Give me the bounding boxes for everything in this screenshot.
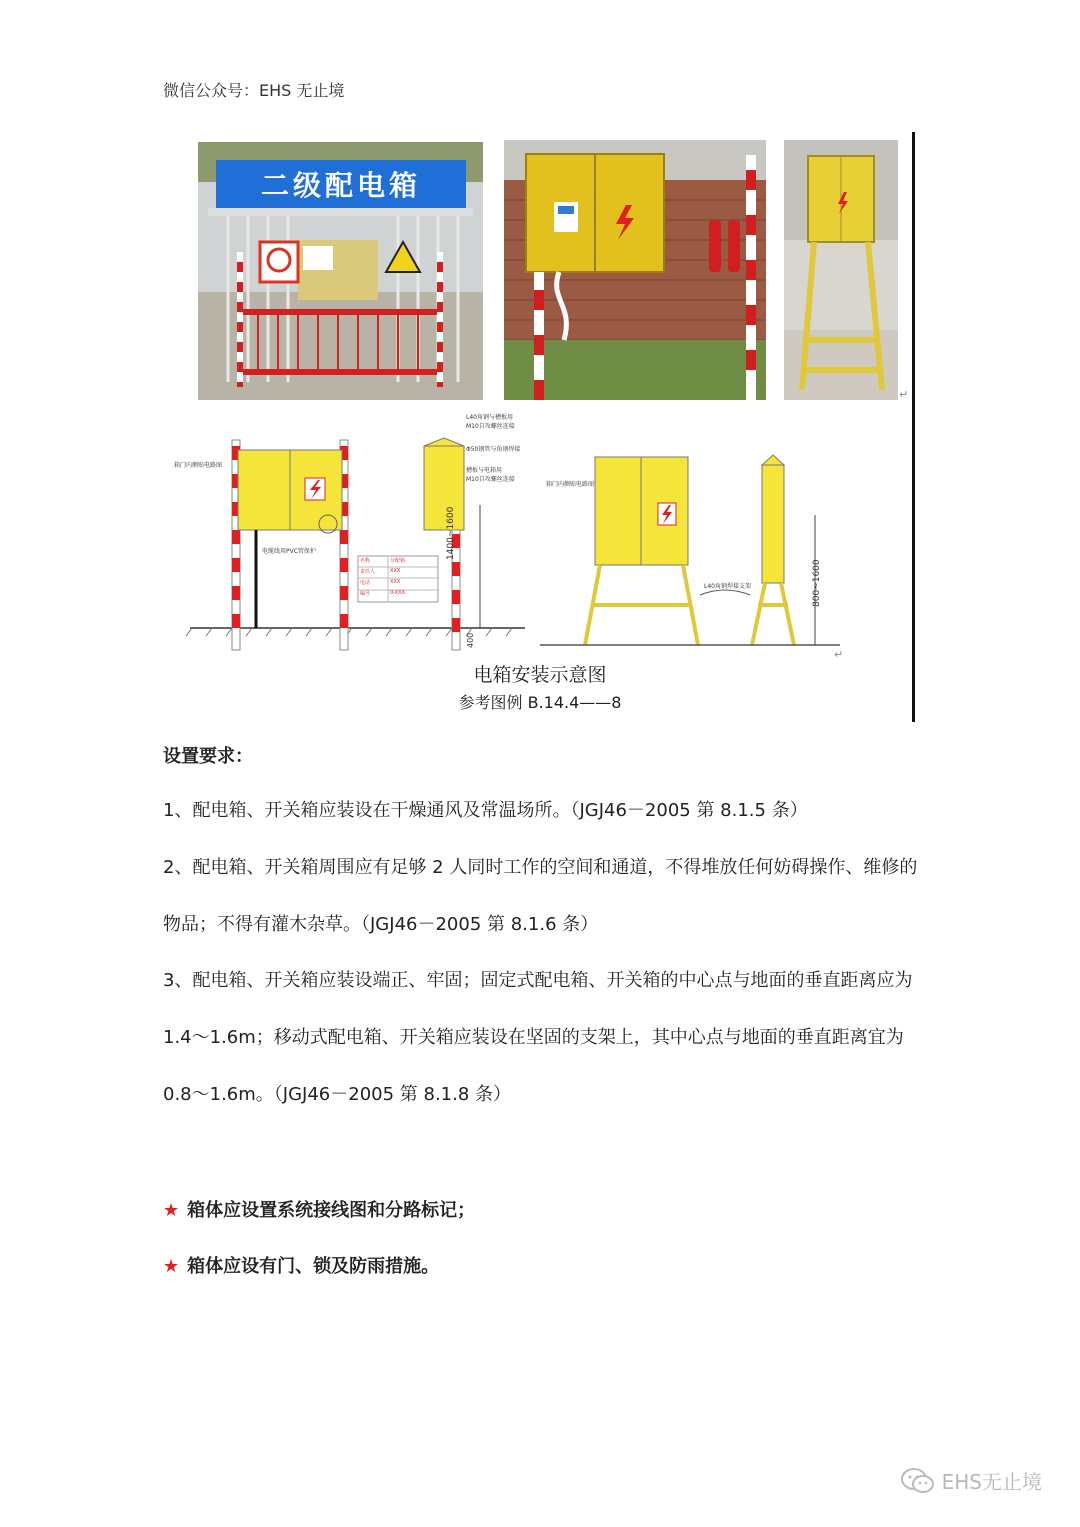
- page-divider-line: [912, 132, 915, 722]
- label-angle-bracket: L40角钢焊接支架: [704, 583, 751, 590]
- dim-height-stand: 800~1600: [812, 559, 822, 607]
- return-mark: ↵: [899, 388, 909, 401]
- watermark-text: EHS无止境: [941, 1470, 1042, 1494]
- dim-base-fixed: 400: [466, 632, 475, 648]
- wechat-icon: [900, 1467, 936, 1495]
- label-top-2: M10自攻螺丝连接: [466, 423, 515, 430]
- photo-distribution-box-enclosure: [198, 142, 483, 400]
- requirement-2: 2、配电箱、开关箱周围应有足够 2 人同时工作的空间和通道，不得堆放任何妨碍操作、维修的物品；不得有灌木杂草。（JGJ46－2005 第 8.1.6 条）: [163, 857, 918, 935]
- note-2: [163, 1252, 439, 1278]
- dim-height-fixed: 1400~1600: [446, 506, 456, 560]
- diagram-stand-box: [540, 445, 850, 660]
- watermark: [900, 1466, 1042, 1495]
- label-door-circuit-left: 箱门内侧贴电路图: [174, 462, 223, 469]
- note-2-text: 箱体应设有门、锁及防雨措施。: [187, 1256, 440, 1277]
- return-mark: ↵: [834, 648, 844, 661]
- note-1-text: 箱体应设置系统接线图和分路标记；: [187, 1200, 476, 1221]
- info-table: 名称 分配箱 责任人 XXX 电话 XXX 编号 0-XXX: [360, 558, 406, 597]
- label-door-circuit-right: 箱门内侧贴电路图: [546, 481, 595, 488]
- star-icon: ★: [163, 1200, 180, 1221]
- star-icon: ★: [163, 1256, 180, 1277]
- photo-wall-mounted-box: [504, 140, 766, 400]
- requirement-1: 1、配电箱、开关箱应装设在干燥通风及常温场所。（JGJ46－2005 第 8.1.5 条）: [163, 800, 808, 821]
- enclosure-sign-text: 二级配电箱: [260, 169, 421, 202]
- diagram-fixed-box: [160, 410, 530, 655]
- section-heading: 设置要求：: [163, 746, 253, 767]
- label-top-1: L40角钢与槽板用: [466, 414, 513, 421]
- label-mid-2: 槽板与电箱用: [466, 467, 503, 474]
- photo-box-on-stand: [784, 140, 898, 400]
- label-pvc-pipe: 电缆线用PVC管保护: [262, 548, 316, 555]
- label-mid-1: Φ50钢管与角钢焊接: [466, 446, 521, 453]
- note-1: [163, 1196, 475, 1222]
- requirement-3: 3、配电箱、开关箱应装设端正、牢固；固定式配电箱、开关箱的中心点与地面的垂直距离应为 1.4～1.6m；移动式配电箱、开关箱应装设在坚固的支架上，其中心点与地面的垂直距离宜为 0.8～1.6m。（JGJ46－2005 第 8.1.8 条）: [163, 970, 913, 1105]
- header-source: 微信公众号：EHS 无止境: [163, 81, 345, 100]
- label-mid-3: M10自攻螺丝连接: [466, 476, 515, 483]
- diagram-caption-reference: 参考图例 B.14.4——8: [458, 693, 622, 712]
- diagram-caption-title: 电箱安装示意图: [473, 664, 607, 686]
